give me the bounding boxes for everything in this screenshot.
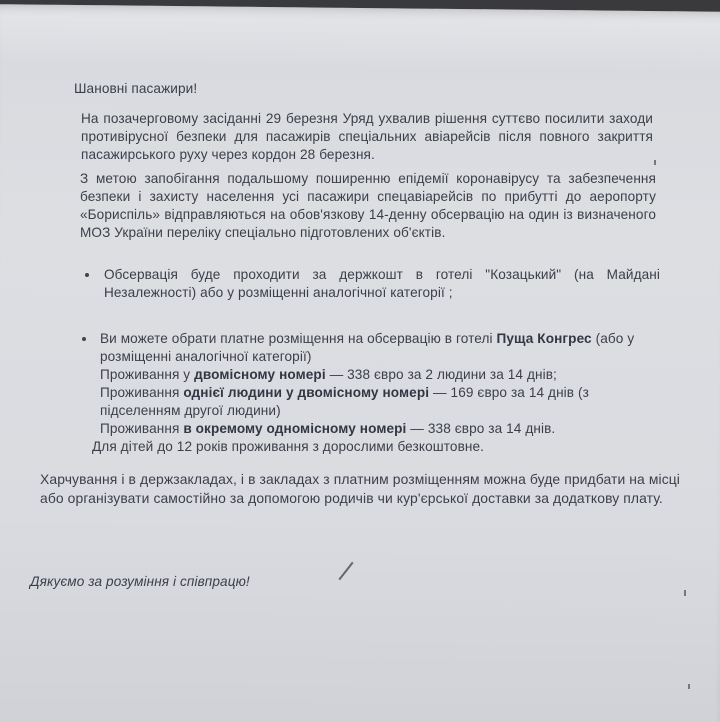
- paper-fold-highlight: [0, 4, 720, 72]
- letter-greeting: Шановні пасажири!: [74, 81, 198, 96]
- price-line-single-room-post: — 338 євро за 14 днів.: [406, 421, 556, 436]
- children-free-note: Для дітей до 12 років проживання з дорослими безкоштовне.: [92, 439, 485, 454]
- price-line-double-pre: Проживання у: [100, 367, 195, 382]
- bullet-dot-1: [85, 273, 89, 277]
- bullet-item-observation-free: Обсервація буде проходити за держкошт в готелі "Козацький" (на Майдані Незалежності) або у розміщенні аналогічної категорії ;: [104, 267, 660, 300]
- letter-paragraph-1: На позачерговому засіданні 29 березня Уряд ухвалив рішення суттєво посилити заходи противірусної безпеки для пасажирів спеціальних авіарейсів після повного закриття пасажирського руху через кордон 28 березня.: [81, 111, 653, 162]
- price-line-double-post: — 338 євро за 2 людини за 14 днів;: [325, 367, 557, 382]
- price-line-single-in-double: однієї людини у двомісному номері: [183, 385, 430, 400]
- price-line-single-in-double-pre: Проживання: [100, 385, 184, 400]
- letter-closing: Дякуємо за розуміння і співпрацю!: [30, 574, 250, 589]
- pen-mark-edge-2: [688, 684, 690, 689]
- bullet-item-paid-options: [92, 330, 665, 456]
- paid-intro-text: Ви можете обрати платне розміщення на обсервацію в готелі: [100, 331, 497, 346]
- price-line-single-in-double-post: — 169 євро за 14 днів (з підселенням другої людини): [100, 385, 589, 418]
- price-line-single-room-pre: Проживання: [100, 421, 184, 436]
- price-line-single-room: в окремому одномісному номері: [183, 421, 407, 436]
- paid-intro-tail: (або у розміщенні аналогічної категорії): [100, 331, 635, 364]
- letter-paragraph-2: З метою запобігання подальшому поширенню епідемії коронавірусу та забезпечення безпеки і захисту населення усі пасажири спецавіарейсів по прибутті до аеропорту «Бориспіль» відправляються на обов'язкову 14-денну обсервацію на один із визначеного МОЗ України переліку спеціально підготовлених об'єктів.: [80, 171, 656, 240]
- hotel-name-pushcha: Пуща Конгрес: [496, 331, 592, 346]
- pen-mark-small: [654, 160, 656, 165]
- letter-paragraph-meals: Харчування і в держзакладах, і в закладах з платним розміщенням можна буде придбати на місці або організувати самостійно за допомогою родичів чи кур'єрської доставки за додаткову плату.: [40, 471, 680, 506]
- bullet-dot-2: [82, 337, 86, 341]
- price-line-double-room: двомісному номері: [194, 367, 326, 382]
- pen-mark-edge: [684, 590, 686, 596]
